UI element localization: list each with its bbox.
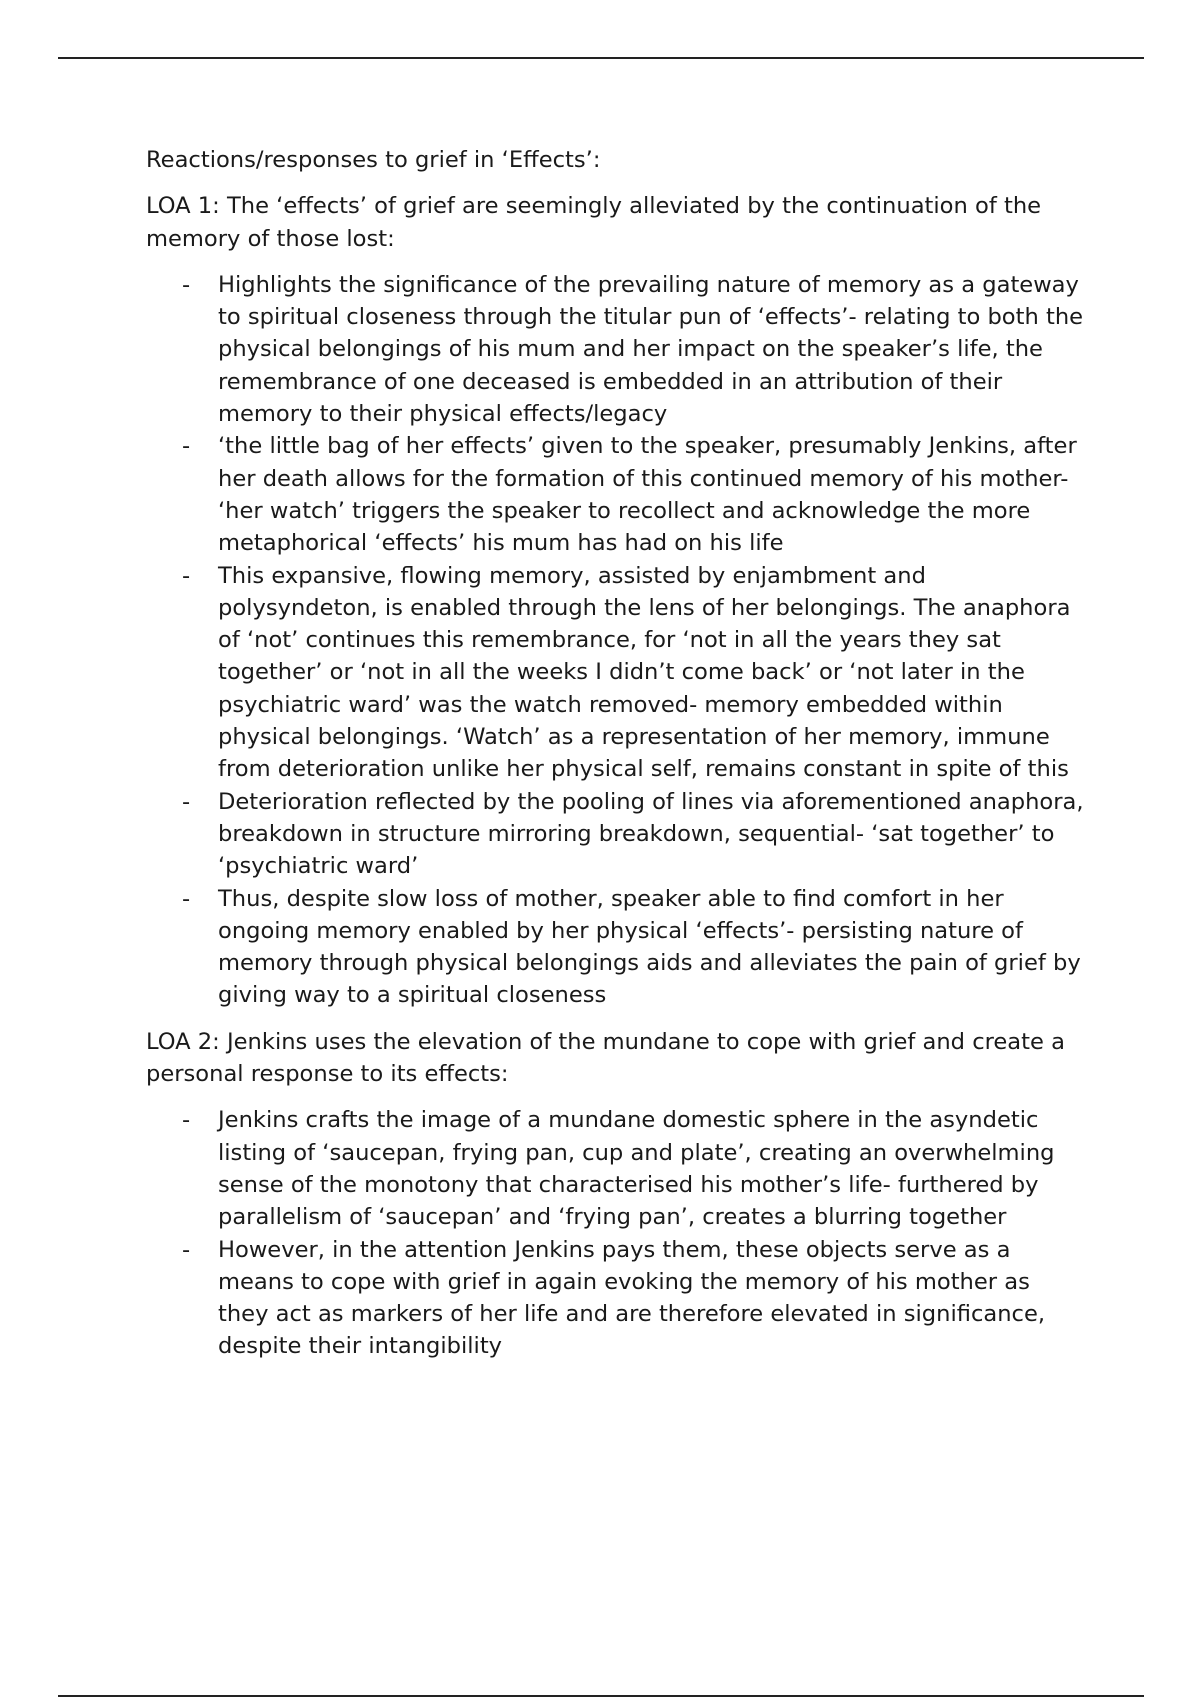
loa-1-heading: LOA 1: The ‘effects’ of grief are seemingly alleviated by the continuation of the memory of those lost: <box>146 193 1042 252</box>
list-item <box>146 560 1086 786</box>
list-item <box>146 786 1086 883</box>
list-item <box>146 269 1086 430</box>
loa-1-bullet-list <box>146 269 1086 1012</box>
loa-2-bullet-list <box>146 1104 1086 1362</box>
list-item-text: ‘the little bag of her effects’ given to the speaker, presumably Jenkins, after her death allows for the formation of this continued memory of his mother- ‘her watch’ triggers the speaker to recollect and acknowledge the more metaphorical ‘effects’ his mum has had on his life <box>218 433 1077 557</box>
document-body <box>146 144 1086 1377</box>
list-item-text: However, in the attention Jenkins pays them, these objects serve as a means to cope with grief in again evoking the memory of his mother as they act as markers of her life and are therefore elevated in significance, despite their intangibility <box>218 1236 1046 1360</box>
bullet-dash: - <box>182 562 191 589</box>
list-item-text: Highlights the significance of the prevailing nature of memory as a gateway to spiritual closeness through the titular pun of ‘effects’- relating to both the physical belongings of his mum and her impact on the speaker’s life, the remembrance of one deceased is embedded in an attribution of their memory to their physical effects/legacy <box>218 271 1084 428</box>
list-item <box>146 1234 1086 1363</box>
loa-2-heading: LOA 2: Jenkins uses the elevation of the mundane to cope with grief and create a personal response to its effects: <box>146 1028 1065 1088</box>
list-item <box>146 1104 1086 1233</box>
footer-rule <box>58 1695 1144 1697</box>
bullet-dash: - <box>182 271 191 298</box>
list-item <box>146 430 1086 559</box>
bullet-dash: - <box>182 1107 191 1134</box>
list-item-text: Thus, despite slow loss of mother, speaker able to find comfort in her ongoing memory enabled by her physical ‘effects’- persisting nature of memory through physical belongings aids and alleviates the pain of grief by giving way to a spiritual closeness <box>218 885 1081 1009</box>
header-rule <box>58 57 1144 59</box>
list-item-text: Jenkins crafts the image of a mundane domestic sphere in the asyndetic listing of ‘saucepan, frying pan, cup and plate’, creating an overwhelming sense of the monotony that characterised his mother’s life- furthered by parallelism of ‘saucepan’ and ‘frying pan’, creates a blurring together <box>218 1107 1055 1231</box>
list-item-text: This expansive, flowing memory, assisted by enjambment and polysyndeton, is enabled through the lens of her belongings. The anaphora of ‘not’ continues this remembrance, for ‘not in all the years they sat together’ or ‘not in all the weeks I didn’t come back’ or ‘not later in the psychiatric ward’ was the watch removed- memory embedded within physical belongings. ‘Watch’ as a representation of her memory, immune from deterioration unlike her physical self, remains constant in spite of this <box>218 562 1071 783</box>
document-title: Reactions/responses to grief in ‘Effects’: <box>146 147 601 173</box>
list-item <box>146 883 1086 1012</box>
list-item-text: Deterioration reflected by the pooling of lines via aforementioned anaphora, breakdown in structure mirroring breakdown, sequential- ‘sat together’ to ‘psychiatric ward’ <box>218 788 1084 880</box>
bullet-dash: - <box>182 885 191 912</box>
bullet-dash: - <box>182 788 191 815</box>
bullet-dash: - <box>182 1236 191 1263</box>
bullet-dash: - <box>182 433 191 460</box>
